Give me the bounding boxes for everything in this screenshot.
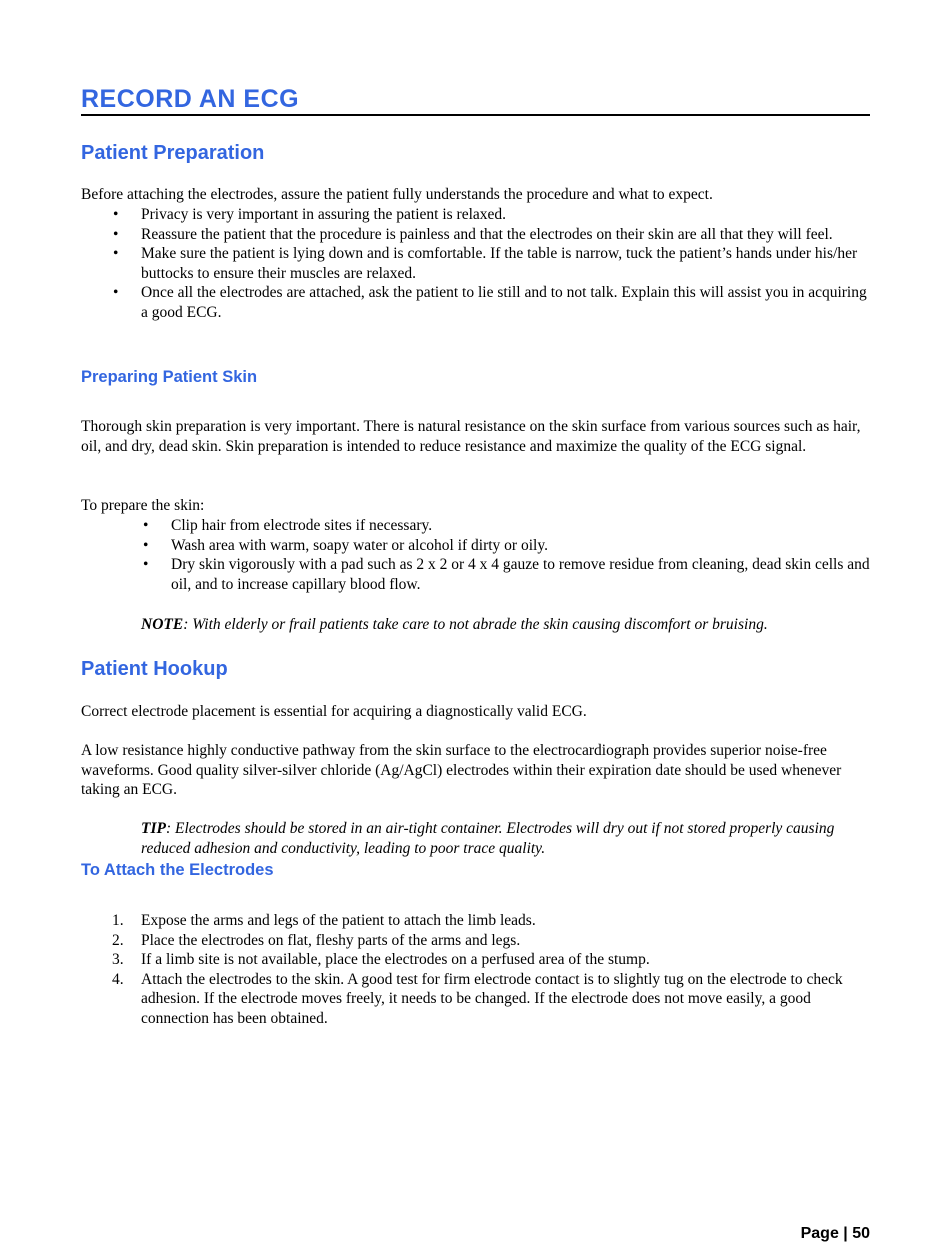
list-item-text: Make sure the patient is lying down and is comfortable. If the table is narrow, tuck the patient’s hands under his/her buttocks to ensure their muscles are relaxed. xyxy=(141,245,858,282)
page-title: RECORD AN ECG xyxy=(81,84,870,116)
list-item xyxy=(112,931,871,951)
list-item-text: Reassure the patient that the procedure is painless and that the electrodes on their skin are all that they will feel. xyxy=(141,225,833,243)
heading-patient-hookup: Patient Hookup xyxy=(81,658,228,680)
note-label: NOTE xyxy=(141,616,184,633)
prep-bullet-list xyxy=(113,205,871,323)
list-item xyxy=(112,970,871,1029)
step-text: Attach the electrodes to the skin. A good test for firm electrode contact is to slightly tug on the electrode to check adhesion. If the electrode moves freely, it needs to be changed. If the electrode does not move easily, a good connection has been obtained. xyxy=(141,970,843,1027)
skin-bullet-list xyxy=(143,516,871,594)
step-text: If a limb site is not available, place the electrodes on a perfused area of the stump. xyxy=(141,951,650,969)
list-item xyxy=(113,283,871,322)
list-item-text: Wash area with warm, soapy water or alcohol if dirty or oily. xyxy=(171,536,548,554)
list-item-text: Clip hair from electrode sites if necessary. xyxy=(171,517,433,534)
list-item xyxy=(113,225,871,245)
page-number: Page | 50 xyxy=(800,1225,870,1242)
bullet-glyph: • xyxy=(143,556,149,574)
tip-text: : Electrodes should be stored in an air-tight container. Electrodes will dry out if not stored properly causing reduced adhesion and conductivity, leading to poor trace quality. xyxy=(141,820,835,857)
bullet-glyph: • xyxy=(113,225,119,243)
heading-attach-electrodes: To Attach the Electrodes xyxy=(81,861,274,879)
step-number: 3. xyxy=(112,951,124,969)
bullet-glyph: • xyxy=(143,517,149,534)
list-item xyxy=(113,244,871,283)
prep-intro: Before attaching the electrodes, assure the patient fully understands the procedure and what to expect. xyxy=(81,186,713,203)
step-text: Expose the arms and legs of the patient to attach the limb leads. xyxy=(141,912,536,929)
bullet-glyph: • xyxy=(113,245,119,263)
note-text: : With elderly or frail patients take care to not abrade the skin causing discomfort or bruising. xyxy=(183,616,768,633)
list-item-text: Privacy is very important in assuring the patient is relaxed. xyxy=(141,206,507,223)
list-item xyxy=(143,516,871,536)
heading-patient-preparation: Patient Preparation xyxy=(81,142,265,164)
step-number: 1. xyxy=(112,912,124,929)
step-text: Place the electrodes on flat, fleshy parts of the arms and legs. xyxy=(141,931,521,949)
hookup-tip xyxy=(141,819,871,858)
list-item-text: Dry skin vigorously with a pad such as 2 x 2 or 4 x 4 gauze to remove residue from cleaning, dead skin cells and oil, and to increase capillary blood flow. xyxy=(171,556,870,593)
list-item-text: Once all the electrodes are attached, ask the patient to lie still and to not talk. Explain this will assist you in acquiring a good ECG. xyxy=(141,284,867,321)
step-number: 4. xyxy=(112,970,124,988)
list-item xyxy=(143,555,871,594)
skin-prepare-label: To prepare the skin: xyxy=(81,497,205,514)
tip-label: TIP xyxy=(141,820,166,837)
bullet-glyph: • xyxy=(113,284,119,302)
hookup-paragraph-1: Correct electrode placement is essential for acquiring a diagnostically valid ECG. xyxy=(81,703,587,720)
bullet-glyph: • xyxy=(143,536,149,554)
skin-note xyxy=(141,615,871,635)
list-item xyxy=(113,205,871,225)
bullet-glyph: • xyxy=(113,206,119,223)
list-item xyxy=(112,950,871,970)
step-number: 2. xyxy=(112,931,124,949)
list-item xyxy=(143,536,871,556)
skin-paragraph: Thorough skin preparation is very important. There is natural resistance on the skin surface from various sources such as hair, oil, and dry, dead skin. Skin preparation is intended to reduce resistance and maximize the quality of the ECG signal. xyxy=(81,418,861,455)
heading-preparing-patient-skin: Preparing Patient Skin xyxy=(81,368,258,386)
hookup-paragraph-2: A low resistance highly conductive pathway from the skin surface to the electrocardiograph provides superior noise-free waveforms. Good quality silver-silver chloride (Ag/AgCl) electrodes within their expiration date should be used whenever taking an ECG. xyxy=(81,742,842,799)
attach-steps-list xyxy=(112,911,871,1029)
list-item xyxy=(112,911,871,931)
